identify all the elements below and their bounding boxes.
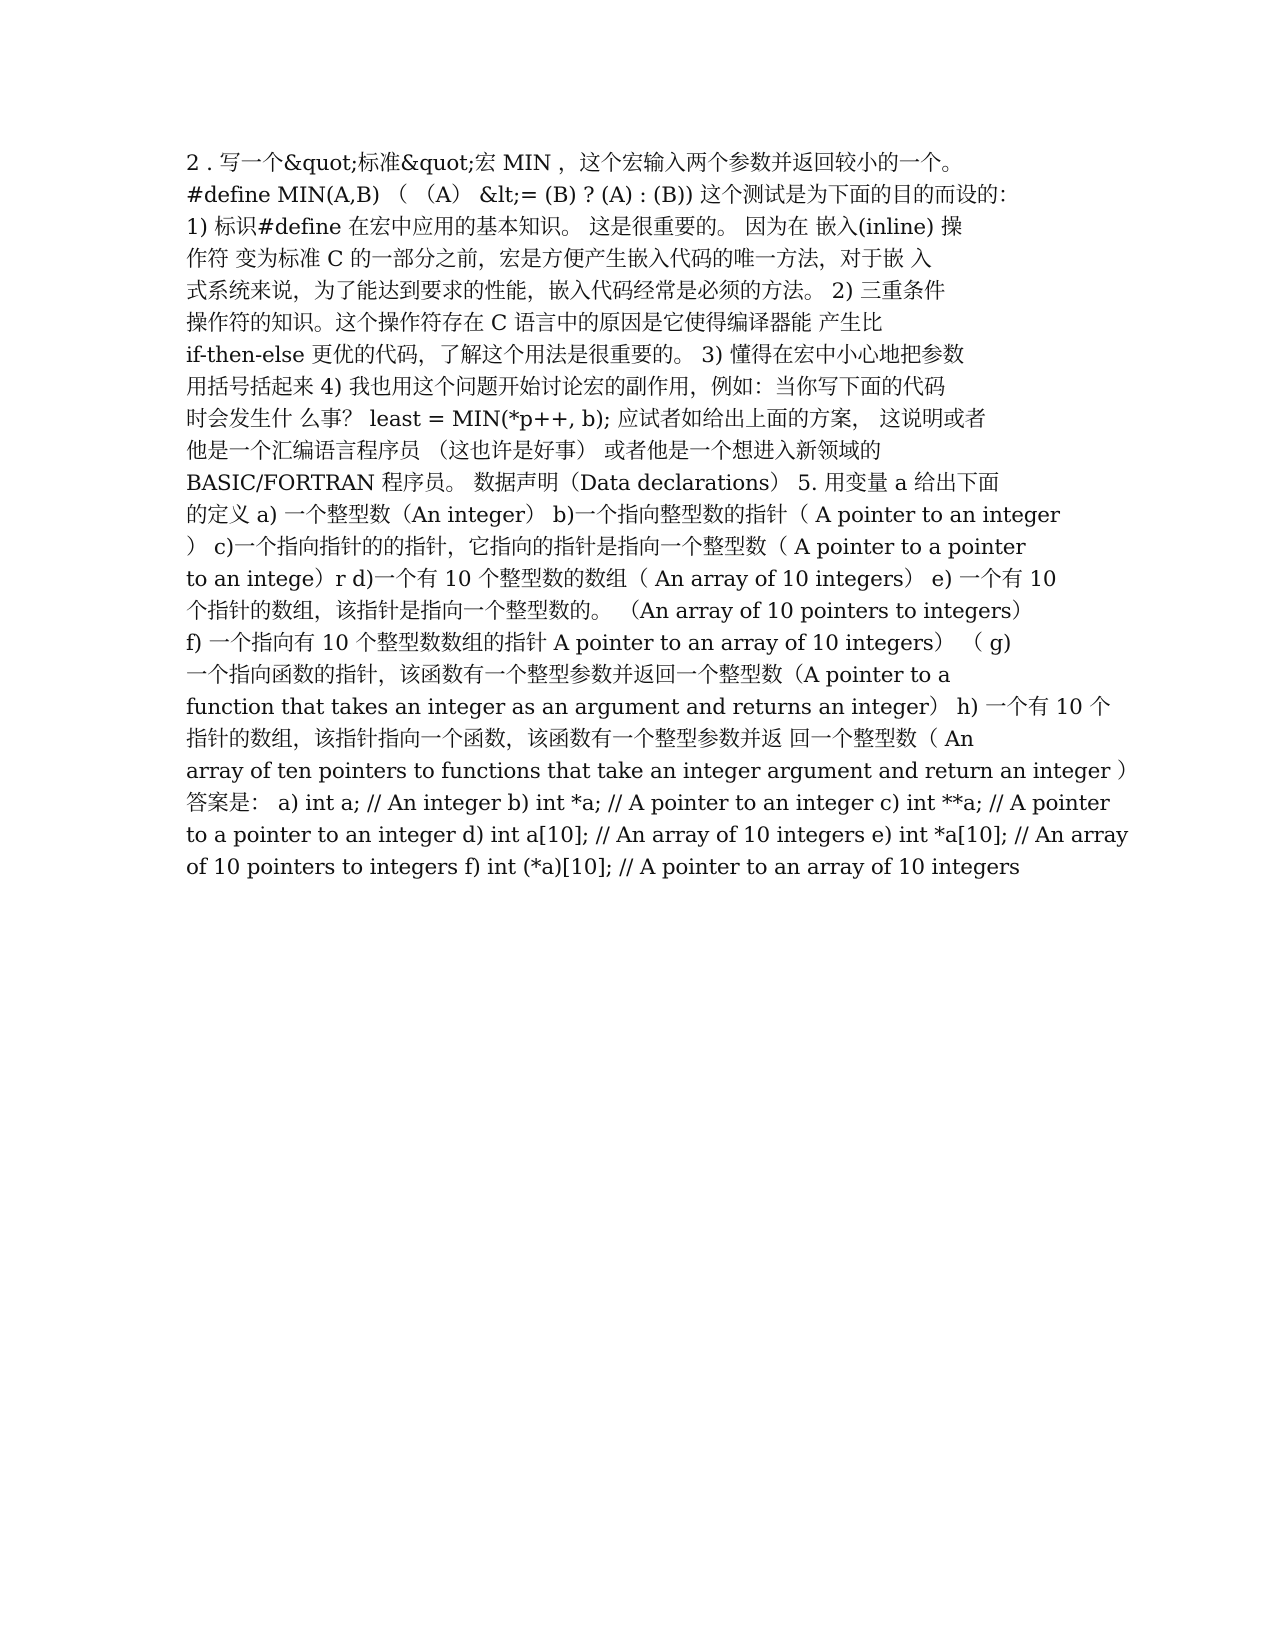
text-line: function that takes an integer as an argument and returns an integer） h) 一个有 10 个 [186,695,1111,720]
text-line: to a pointer to an integer d) int a[10]; // An array of 10 integers e) int *a[10]; // An array [186,823,1129,848]
text-line: BASIC/FORTRAN 程序员。 数据声明（Data declarations） 5. 用变量 a 给出下面 [186,471,1000,496]
text-line: 一个指向函数的指针，该函数有一个整型参数并返回一个整型数（A pointer to a [186,663,951,688]
text-line: 时会发生什 么事？ least = MIN(*p++, b); 应试者如给出上面的方案， 这说明或者 [186,407,986,432]
document-body [186,148,1139,884]
text-line: 的定义 a) 一个整型数（An integer） b)一个指向整型数的指针（ A pointer to an integer [186,503,1060,528]
text-line: 用括号括起来 4) 我也用这个问题开始讨论宏的副作用，例如：当你写下面的代码 [186,375,946,400]
text-line: if-then-else 更优的代码，了解这个用法是很重要的。 3) 懂得在宏中小心地把参数 [186,343,964,368]
text-line: 式系统来说，为了能达到要求的性能，嵌入代码经常是必须的方法。 2) 三重条件 [186,279,946,304]
text-line: 他是一个汇编语言程序员 （这也许是好事） 或者他是一个想进入新领域的 [186,439,881,464]
text-line: of 10 pointers to integers f) int (*a)[10]; // A pointer to an array of 10 integers [186,855,1020,880]
text-line: ） c)一个指向指针的的指针，它指向的指针是指向一个整型数（ A pointer to a pointer [186,535,1026,560]
text-line: array of ten pointers to functions that take an integer argument and return an integer ） [186,759,1139,784]
text-line: #define MIN(A,B) （ （A） &lt;= (B) ? (A) : (B)) 这个测试是为下面的目的而设的： [186,183,1020,208]
text-line: to an intege）r d)一个有 10 个整型数的数组（ An array of 10 integers） e) 一个有 10 [186,567,1057,592]
text-line: 2 . 写一个&quot;标准&quot;宏 MIN ，这个宏输入两个参数并返回较小的一个。 [186,151,963,176]
text-line: 个指针的数组，该指针是指向一个整型数的。 （An array of 10 pointers to integers） [186,599,1033,624]
text-line: 作符 变为标准 C 的一部分之前，宏是方便产生嵌入代码的唯一方法，对于嵌 入 [186,247,932,272]
text-line: 操作符的知识。这个操作符存在 C 语言中的原因是它使得编译器能 产生比 [186,311,883,336]
text-line: 1) 标识#define 在宏中应用的基本知识。 这是很重要的。 因为在 嵌入(inline) 操 [186,215,963,240]
text-line: f) 一个指向有 10 个整型数数组的指针 A pointer to an array of 10 integers） （ g) [186,631,1012,656]
text-line: 指针的数组，该指针指向一个函数，该函数有一个整型参数并返 回一个整型数（ An [186,727,974,752]
text-line: 答案是： a) int a; // An integer b) int *a; // A pointer to an integer c) int **a; // A pointer [186,791,1110,816]
